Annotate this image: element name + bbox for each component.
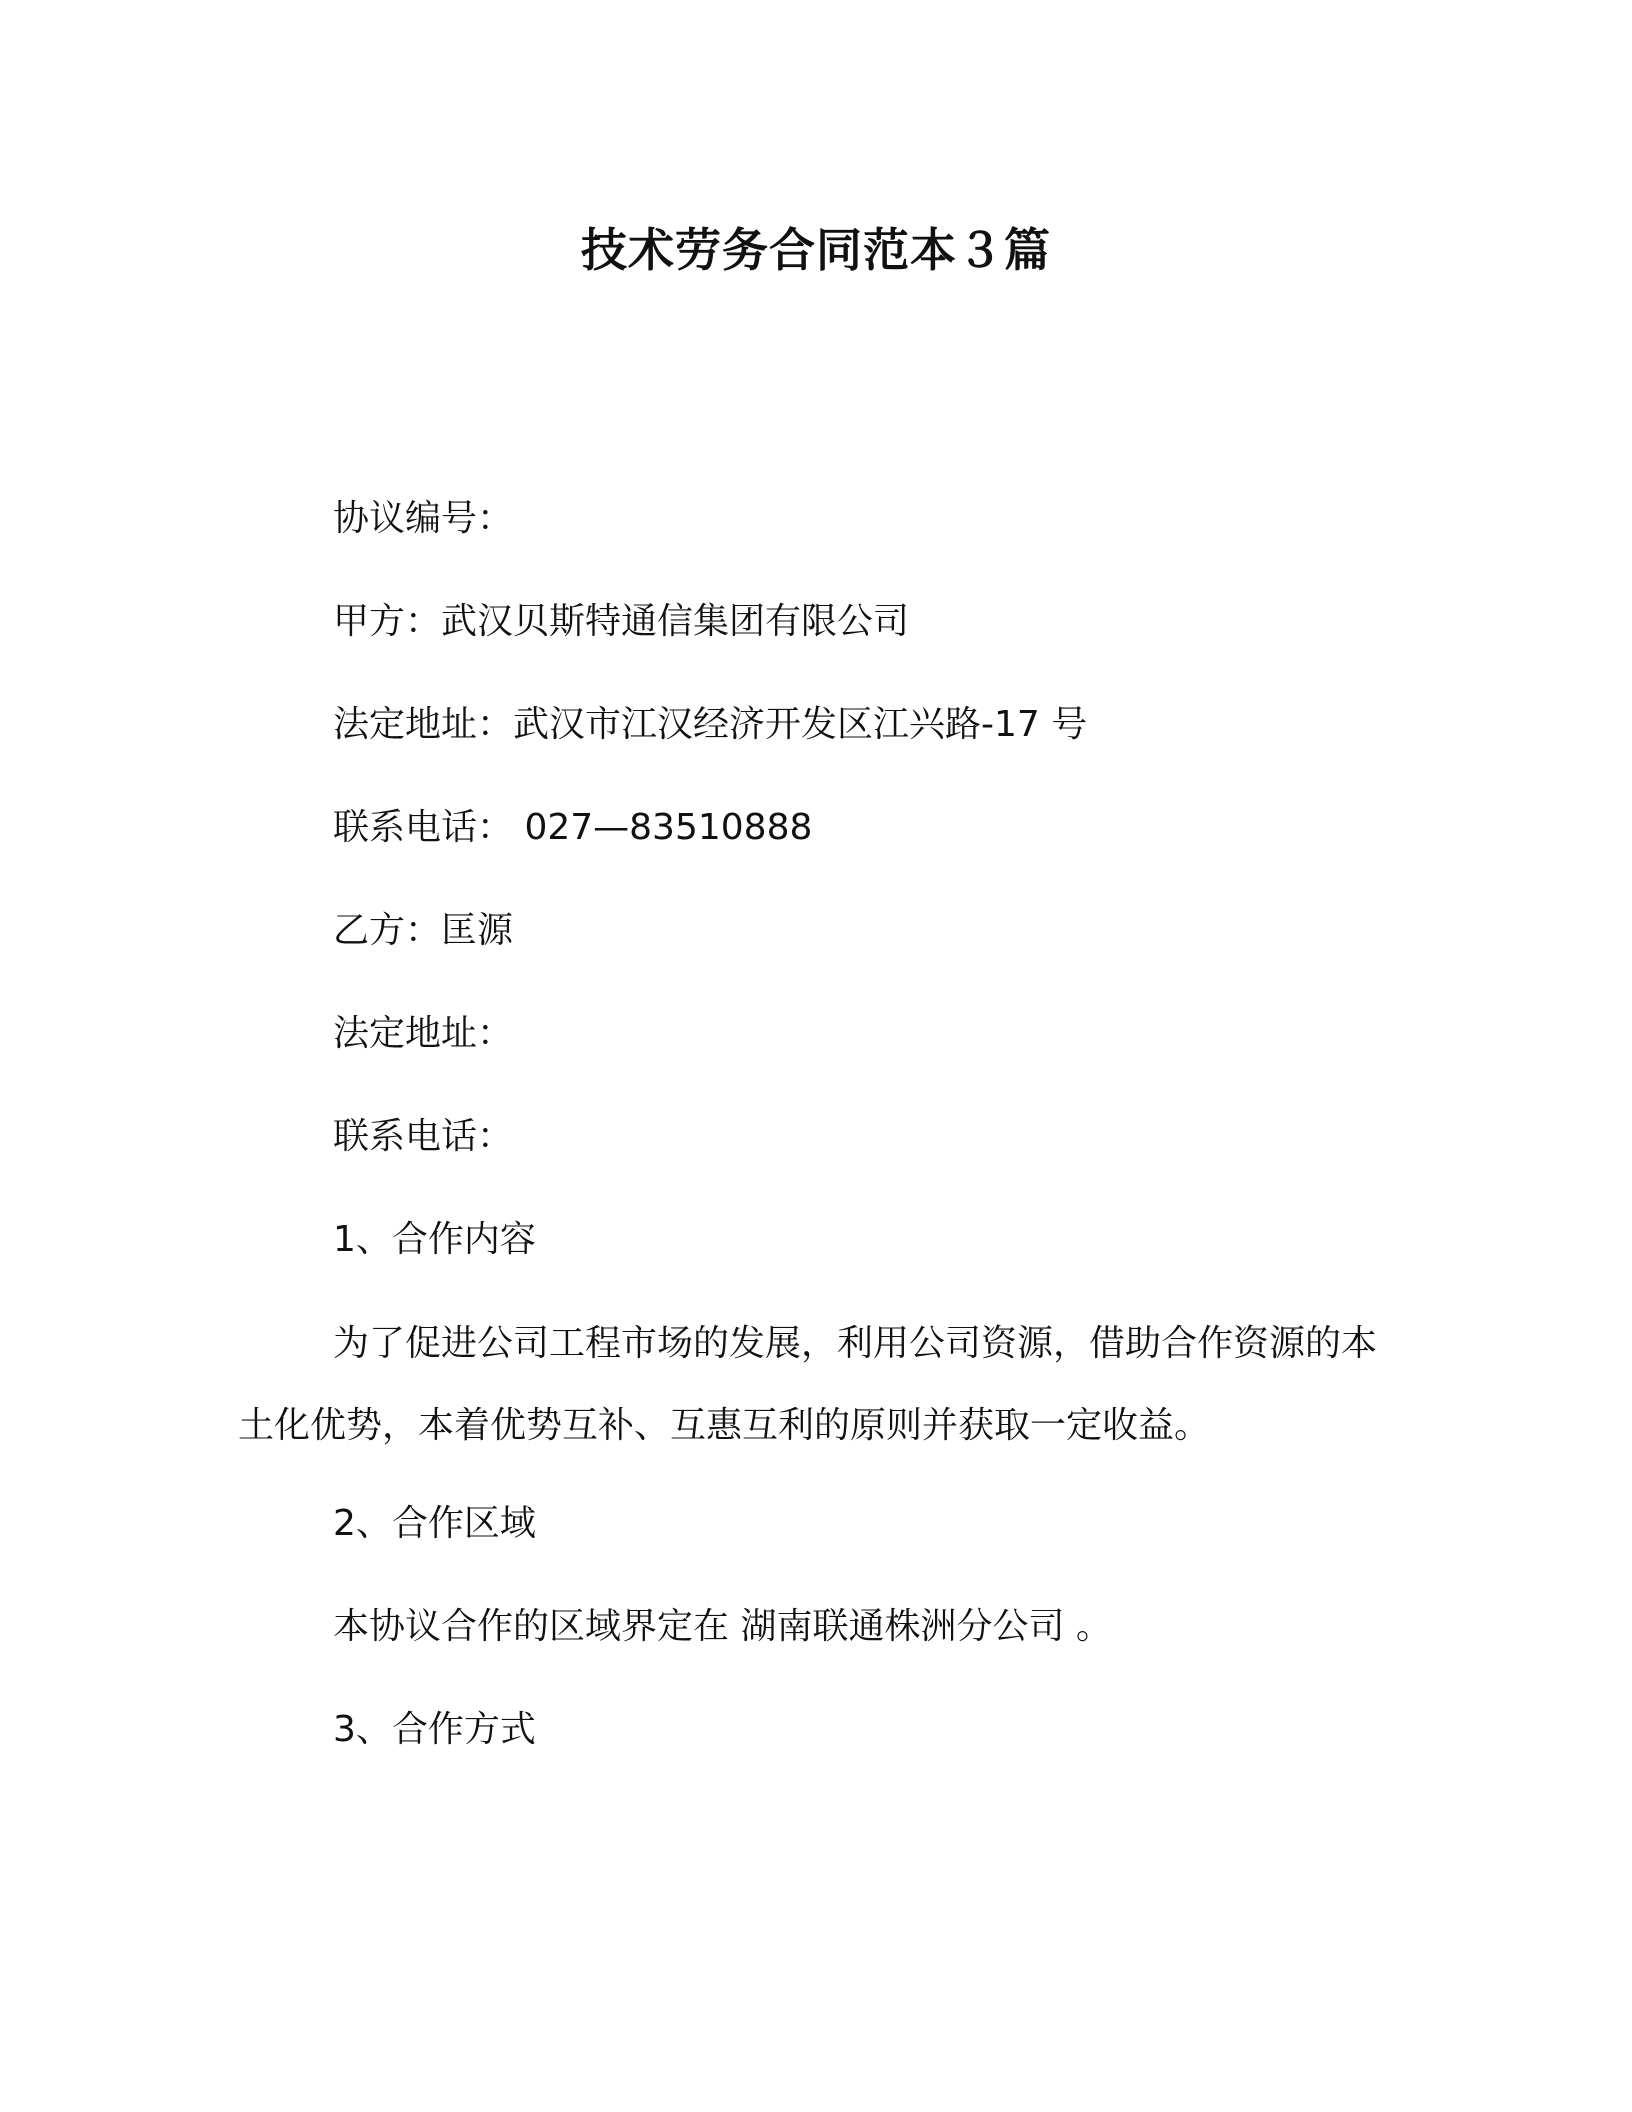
agreement-number-line: 协议编号： bbox=[333, 498, 514, 539]
party-a-address-line: 法定地址：武汉市江汉经济开发区江兴路-17 号 bbox=[333, 704, 1088, 745]
party-a-phone-line: 联系电话： 027—83510888 bbox=[333, 807, 813, 848]
section-3-heading: 3、合作方式 bbox=[333, 1709, 536, 1750]
party-b-address-line: 法定地址： bbox=[333, 1013, 514, 1054]
party-b-line: 乙方：匡源 bbox=[333, 910, 514, 951]
party-b-phone-line: 联系电话： bbox=[333, 1116, 514, 1157]
section-2-body: 本协议合作的区域界定在 湖南联通株洲分公司 。 bbox=[333, 1606, 1112, 1647]
section-1-heading: 1、合作内容 bbox=[333, 1219, 536, 1260]
section-1-body: 为了促进公司工程市场的发展，利用公司资源，借助合作资源的本土化优势，本着优势互补、互惠互利的原则并获取一定收益。 bbox=[238, 1323, 1378, 1446]
document-title: 技术劳务合同范本３篇 bbox=[581, 223, 1051, 277]
party-a-line: 甲方：武汉贝斯特通信集团有限公司 bbox=[333, 601, 910, 642]
section-2-heading: 2、合作区域 bbox=[333, 1503, 536, 1544]
